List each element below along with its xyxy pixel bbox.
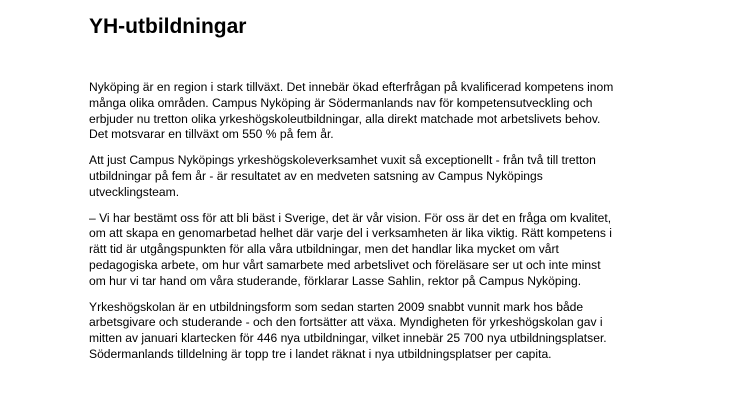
text-line: Södermanlands tilldelning är topp tre i landet räknat i nya utbildningsplatser per capita.: [89, 346, 552, 361]
text-line: utbildningar på fem år - är resultatet av en medveten satsning av Campus Nyköpings: [89, 168, 543, 183]
paragraph-growth: [89, 153, 659, 200]
text-line: utvecklingsteam.: [89, 184, 180, 199]
text-line: Att just Campus Nyköpings yrkeshögskoleverksamhet vuxit så exceptionellt - från två till tretton: [89, 153, 596, 168]
text-line: många olika områden. Campus Nyköping är Södermanlands nav för kompetensutveckling och: [89, 95, 593, 110]
text-line: arbetsgivare och studerande - och den fortsätter att växa. Myndigheten för yrkeshögskolan gav i: [89, 315, 603, 330]
paragraph-quote: [89, 211, 659, 290]
text-line: rätt tid är utgångspunkten för alla våra utbildningar, men det handlar lika mycket om vårt: [89, 242, 559, 257]
text-line: – Vi har bestämt oss för att bli bäst i Sverige, det är vår vision. För oss är det en fråga om kvalitet,: [89, 210, 612, 225]
text-line: Nyköping är en region i stark tillväxt. Det innebär ökad efterfrågan på kvalificerad kompetens inom: [89, 80, 614, 94]
paragraph-intro: [89, 80, 659, 143]
text-line: mitten av januari klartecken för 446 nya utbildningar, vilket innebär 25 700 nya utbildningsplatser.: [89, 331, 607, 346]
text-line: pedagogiska arbete, om hur vårt samarbete med arbetslivet och föreläsare ser ut och inte minst: [89, 257, 601, 272]
text-line: Yrkeshögskolan är en utbildningsform som sedan starten 2009 snabbt vunnit mark hos både: [89, 299, 584, 314]
text-line: om att skapa en genomarbetad helhet där varje del i verksamheten är lika viktig. Rätt kompetens i: [89, 226, 612, 241]
text-line: Det motsvarar en tillväxt om 550 % på fem år.: [89, 127, 334, 142]
page-title: YH-utbildningar: [89, 15, 247, 38]
text-line: om hur vi tar hand om våra studerande, förklarar Lasse Sahlin, rektor på Campus Nyköping.: [89, 273, 582, 288]
text-line: erbjuder nu tretton olika yrkeshögskoleutbildningar, alla direkt matchade mot arbetslivets behov.: [89, 111, 601, 126]
paragraph-yrkeshogskolan: [89, 300, 659, 363]
article-body: [89, 80, 659, 373]
